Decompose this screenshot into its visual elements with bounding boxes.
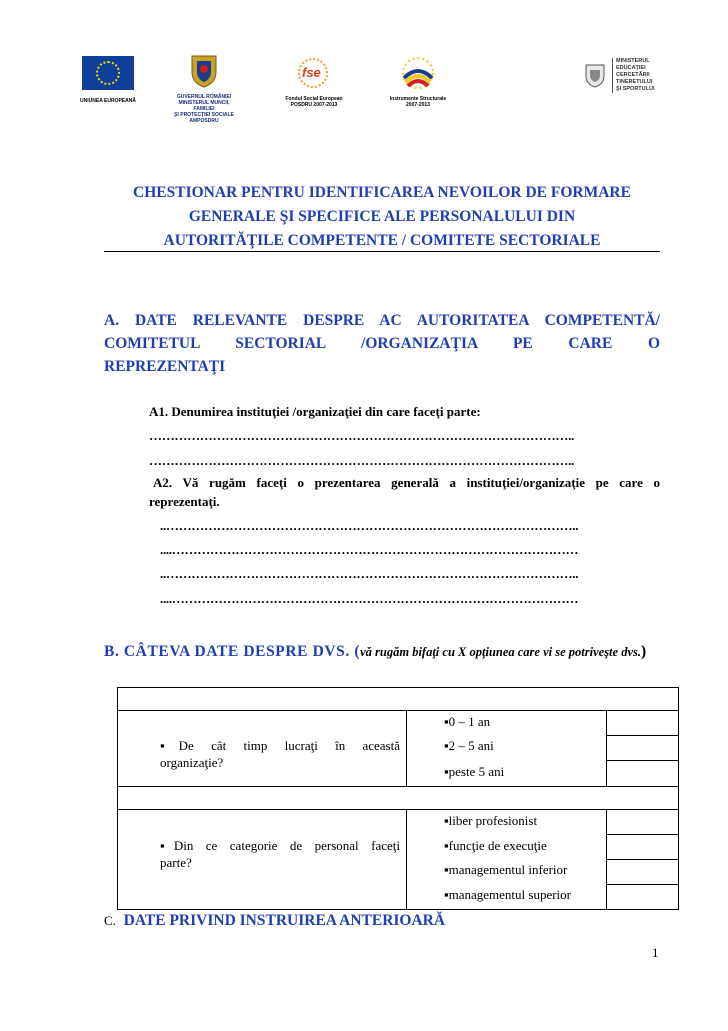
eu-caption: UNIUNEA EUROPEANĂ [80,98,136,104]
eu-flag-icon [82,56,134,90]
question-b2-text: ▪Din ce categorie de personal faceţi [160,838,400,853]
checkbox-liber-profesionist[interactable] [606,809,679,835]
section-a-heading [104,309,660,378]
ministry-caption-line: EDUCAŢIEI [616,65,646,71]
gov-caption-line: AMPOSDRU [189,118,219,124]
ministry-caption-line: ŞI SPORTULUI [616,86,655,92]
section-c-heading [104,912,445,930]
checkbox-0-1-an[interactable] [606,710,679,736]
fse-caption-line: Fondul Social European [285,96,343,102]
option-label: ▪managementul superior [444,887,571,902]
table-separator-row [117,786,679,810]
question-a2-label-cont: reprezentaţi. [149,494,220,509]
question-b1-text-cont: organizaţie? [160,755,224,770]
government-logo [168,52,240,124]
table-separator-row [117,687,679,711]
checkbox-management-superior[interactable] [606,884,679,910]
answer-a1-line[interactable]: ……………………………………………………………………………………….. [149,453,575,468]
section-c-letter: C. [104,913,116,928]
checkbox-2-5-ani[interactable] [606,735,679,761]
answer-a1-line[interactable]: ……………………………………………………………………………………….. [149,428,575,443]
answer-a2-line[interactable]: ....…………………………………………………………………………………… [160,591,579,606]
section-b-heading [104,640,660,664]
checkbox-functie-executie[interactable] [606,834,679,860]
ministry-caption-line: MINISTERUL [616,58,650,64]
option-label: ▪managementul inferior [444,862,568,877]
question-b1-text: ▪De cât timp lucraţi în această [160,738,400,753]
question-a1-label: A1. Denumirea instituţiei /organizaţiei din care faceţi parte: [149,404,481,419]
section-b-instructions: vă rugăm bifaţi cu X opţiunea care vi se potriveşte dvs. [360,645,641,659]
section-b-close: ) [641,643,647,660]
is-caption-line: 2007-2013 [406,102,430,108]
coat-of-arms-icon [189,52,219,88]
option-label: ▪peste 5 ani [444,764,505,779]
fse-mark-icon [294,56,334,90]
option-label: ▪0 – 1 an [444,714,491,729]
options-cell [406,710,607,787]
question-a2-label: A2. Vă rugăm faceţi o prezentarea generală a instituţiei/organizaţie pe care o [153,475,660,490]
fse-mark-text: fse [302,65,321,80]
ministry-crest-icon [584,62,606,88]
section-a-heading-line: A. DATE RELEVANTE DESPRE AC AUTORITATEA COMPETENTĂ/ [104,312,660,329]
checkbox-management-inferior[interactable] [606,859,679,885]
gov-caption-line: ŞI PROTECŢIEI SOCIALE [174,112,234,118]
checkbox-peste-5-ani[interactable] [606,760,679,787]
structural-instruments-logo [382,52,454,108]
option-label: ▪2 – 5 ani [444,738,494,753]
document-title-line: CHESTIONAR PENTRU IDENTIFICAREA NEVOILOR DE FORMARE [133,184,631,201]
page-number: 1 [652,945,659,960]
ministry-caption-line: TINERETULUI [616,79,653,85]
document-title-line: AUTORITĂŢILE COMPETENTE / COMITETE SECTORIALE [163,232,601,249]
header-logos [72,52,672,122]
answer-a2-line[interactable]: ..…………………………………………………………………………………….. [160,566,579,581]
option-label: ▪liber profesionist [444,813,538,828]
section-c-title: DATE PRIVIND INSTRUIREA ANTERIOARĂ [123,912,446,929]
ministry-caption-line: CERCETĂRII [616,72,650,78]
eu-logo [76,52,140,104]
answer-a2-line[interactable]: ..…………………………………………………………………………………….. [160,518,579,533]
fse-logo [278,52,350,108]
structural-instruments-icon [396,54,440,92]
gov-caption-line: MINISTERUL MUNCII, FAMILIEI [178,100,230,112]
fse-caption-line: POSDRU 2007-2013 [290,102,338,108]
is-caption-line: Instrumente Structurale [389,96,447,102]
section-a-heading-line: COMITETUL SECTORIAL /ORGANIZAŢIA PE CARE O [104,335,660,352]
section-b-title: B. CÂTEVA DATE DESPRE DVS. ( [104,643,361,660]
title-underline [104,251,660,252]
question-b2-text-cont: parte? [160,855,192,870]
document-title-line: GENERALE ŞI SPECIFICE ALE PERSONALULUI DIN [188,208,576,225]
gov-caption-line: GUVERNUL ROMÂNIEI [176,94,232,100]
section-a-heading-line: REPREZENTAŢI [104,358,226,375]
option-label: ▪funcţie de execuţie [444,838,547,853]
answer-a2-line[interactable]: ....…………………………………………………………………………………… [160,542,579,557]
